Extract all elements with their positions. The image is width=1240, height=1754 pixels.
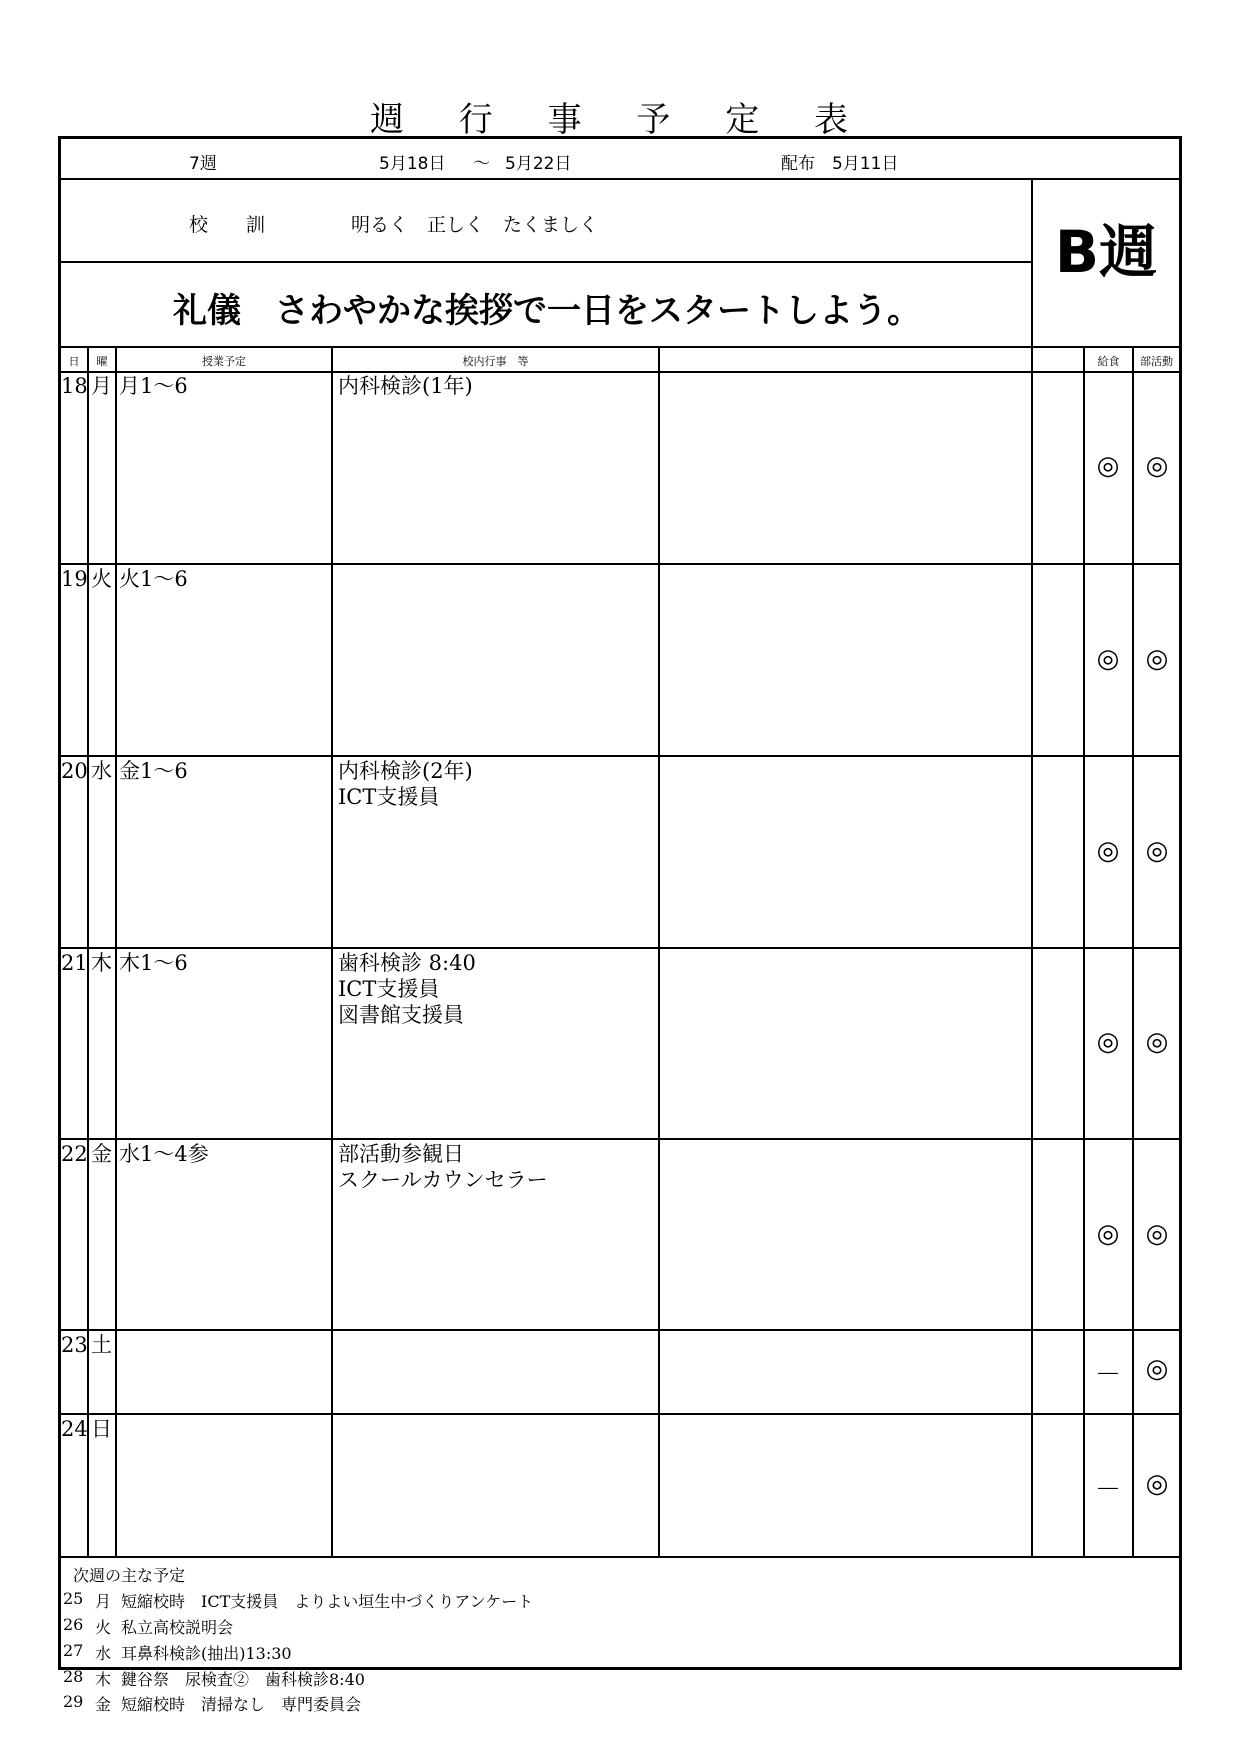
next-item-text: 耳鼻科検診(抽出)13:30 bbox=[121, 1644, 292, 1663]
class-schedule: 月1～6 bbox=[119, 374, 188, 398]
class-schedule: 金1～6 bbox=[119, 759, 188, 783]
club-mark: ◎ bbox=[1145, 1354, 1169, 1384]
event-item: ICT支援員 bbox=[338, 785, 440, 809]
next-item-text: 短縮校時 ICT支援員 よりよい垣生中づくりアンケート bbox=[121, 1592, 534, 1611]
weekday: 金 bbox=[91, 1142, 112, 1166]
distribution-date: 配布 5月11日 bbox=[781, 154, 899, 174]
lunch-mark: ◎ bbox=[1096, 451, 1120, 481]
weekday: 木 bbox=[91, 951, 112, 975]
col-weekday: 曜 bbox=[96, 355, 108, 368]
event-item: 内科検診(1年) bbox=[338, 374, 473, 398]
club-mark: ◎ bbox=[1145, 836, 1169, 866]
day-number: 24 bbox=[61, 1417, 88, 1441]
lunch-mark: ◎ bbox=[1096, 1219, 1120, 1249]
day-number: 23 bbox=[61, 1333, 88, 1357]
col-classes: 授業予定 bbox=[202, 355, 246, 368]
club-mark: ◎ bbox=[1145, 451, 1169, 481]
class-schedule: 水1～4参 bbox=[119, 1142, 209, 1166]
period-start: 5月18日 bbox=[379, 154, 446, 174]
day-number: 20 bbox=[61, 759, 88, 783]
lunch-mark: － bbox=[1094, 1475, 1121, 1505]
day-number: 19 bbox=[61, 567, 88, 591]
next-week-heading: 次週の主な予定 bbox=[73, 1566, 186, 1585]
weekday: 火 bbox=[91, 567, 112, 591]
weekday: 日 bbox=[91, 1417, 112, 1441]
event-item: 図書館支援員 bbox=[338, 1003, 464, 1027]
class-schedule: 火1～6 bbox=[119, 567, 188, 591]
next-day: 29 bbox=[63, 1692, 84, 1711]
club-mark: ◎ bbox=[1145, 1219, 1169, 1249]
next-weekday: 木 bbox=[95, 1670, 112, 1689]
next-item-text: 鍵谷祭 尿検査② 歯科検診8:40 bbox=[121, 1670, 365, 1689]
next-item-text: 短縮校時 清掃なし 専門委員会 bbox=[121, 1695, 362, 1714]
next-day: 25 bbox=[63, 1589, 84, 1608]
next-weekday: 火 bbox=[95, 1618, 112, 1637]
weekday: 土 bbox=[91, 1333, 112, 1357]
schedule-sheet bbox=[58, 136, 1182, 1714]
next-weekday: 水 bbox=[95, 1644, 112, 1663]
event-item: スクールカウンセラー bbox=[338, 1168, 548, 1192]
event-item: ICT支援員 bbox=[338, 977, 440, 1001]
period-separator: ～ bbox=[473, 154, 490, 174]
day-number: 22 bbox=[61, 1142, 88, 1166]
next-weekday: 金 bbox=[95, 1695, 112, 1714]
event-item: 歯科検診 8:40 bbox=[338, 951, 476, 975]
slogan: 礼儀 さわやかな挨拶で一日をスタートしよう。 bbox=[173, 291, 921, 331]
motto-text: 明るく 正しく たくましく bbox=[351, 214, 599, 236]
day-number: 21 bbox=[61, 951, 88, 975]
weekday: 月 bbox=[91, 374, 112, 398]
club-mark: ◎ bbox=[1145, 1027, 1169, 1057]
week-type: B週 bbox=[1054, 218, 1158, 286]
week-number: 7週 bbox=[189, 154, 217, 174]
period-end: 5月22日 bbox=[505, 154, 572, 174]
weekday: 水 bbox=[91, 759, 112, 783]
next-day: 27 bbox=[63, 1641, 84, 1660]
motto-label: 校 訓 bbox=[189, 214, 266, 236]
event-item: 部活動参観日 bbox=[338, 1142, 464, 1166]
day-number: 18 bbox=[61, 374, 88, 398]
next-weekday: 月 bbox=[95, 1592, 112, 1611]
col-events: 校内行事 等 bbox=[462, 355, 529, 368]
next-item-text: 私立高校説明会 bbox=[121, 1618, 234, 1637]
page-title: 週 行 事 予 定 表 bbox=[369, 100, 871, 140]
club-mark: ◎ bbox=[1145, 1469, 1169, 1499]
lunch-mark: ◎ bbox=[1096, 644, 1120, 674]
lunch-mark: ◎ bbox=[1096, 1027, 1120, 1057]
next-day: 26 bbox=[63, 1615, 84, 1634]
event-item: 内科検診(2年) bbox=[338, 759, 473, 783]
col-club: 部活動 bbox=[1140, 355, 1173, 368]
class-schedule: 木1～6 bbox=[119, 951, 188, 975]
club-mark: ◎ bbox=[1145, 644, 1169, 674]
lunch-mark: － bbox=[1094, 1360, 1121, 1390]
col-lunch: 給食 bbox=[1097, 355, 1120, 368]
next-day: 28 bbox=[63, 1667, 84, 1686]
col-day: 日 bbox=[68, 355, 80, 368]
lunch-mark: ◎ bbox=[1096, 836, 1120, 866]
